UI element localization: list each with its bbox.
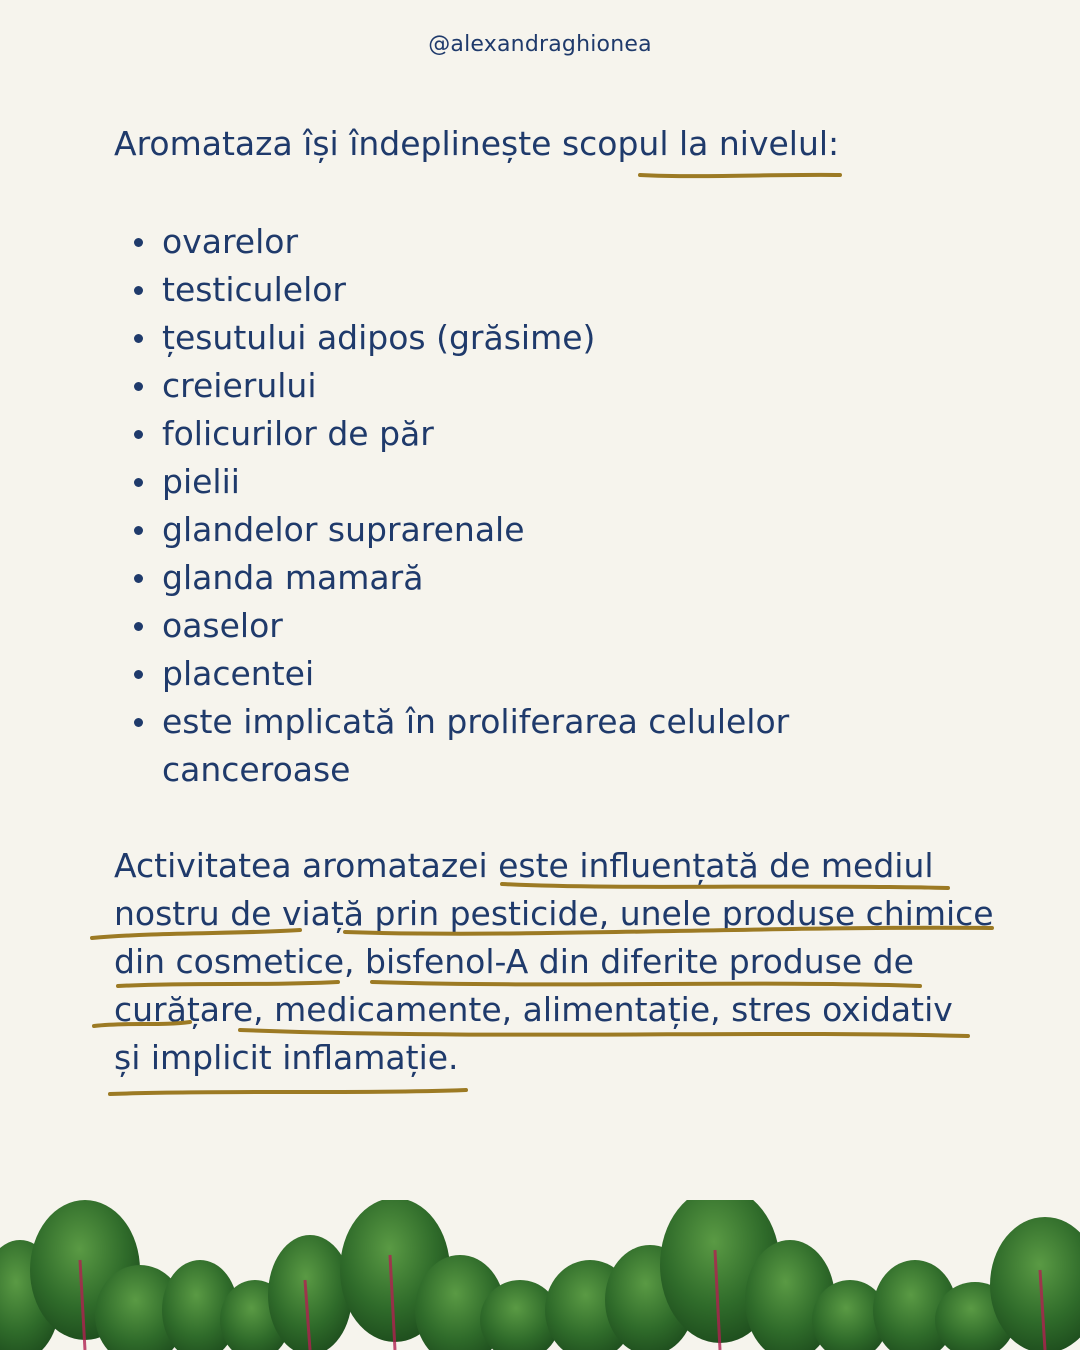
list-item: țesutului adipos (grăsime)	[114, 314, 822, 362]
list-item: testiculelor	[114, 266, 822, 314]
paragraph-line: și implicit inflamație.	[114, 1038, 459, 1077]
paragraph	[114, 842, 994, 1082]
list-item: pielii	[114, 458, 822, 506]
paragraph-line: curățare, medicamente, alimentație, stres oxidativ	[114, 990, 953, 1029]
chard-leaves-icon	[0, 1200, 1080, 1350]
underline-heading-icon	[640, 175, 840, 176]
heading: Aromataza își îndeplinește scopul la nivelul:	[114, 124, 840, 163]
underline-line5-icon	[110, 1090, 466, 1094]
list-item: ovarelor	[114, 218, 822, 266]
handle: @alexandraghionea	[428, 32, 652, 57]
list-item: este implicată în proliferarea celulelor canceroase	[114, 698, 822, 794]
paragraph-line: din cosmetice, bisfenol-A din diferite produse de	[114, 942, 914, 981]
list-item: glandelor suprarenale	[114, 506, 822, 554]
list-item: glanda mamară	[114, 554, 822, 602]
list-item: placentei	[114, 650, 822, 698]
paragraph-line: Activitatea aromatazei este influențată de mediul	[114, 846, 934, 885]
list-item: folicurilor de păr	[114, 410, 822, 458]
bullet-list	[114, 218, 822, 794]
paragraph-line: nostru de viață prin pesticide, unele produse chimice	[114, 894, 994, 933]
list-item: oaselor	[114, 602, 822, 650]
list-item: creierului	[114, 362, 822, 410]
